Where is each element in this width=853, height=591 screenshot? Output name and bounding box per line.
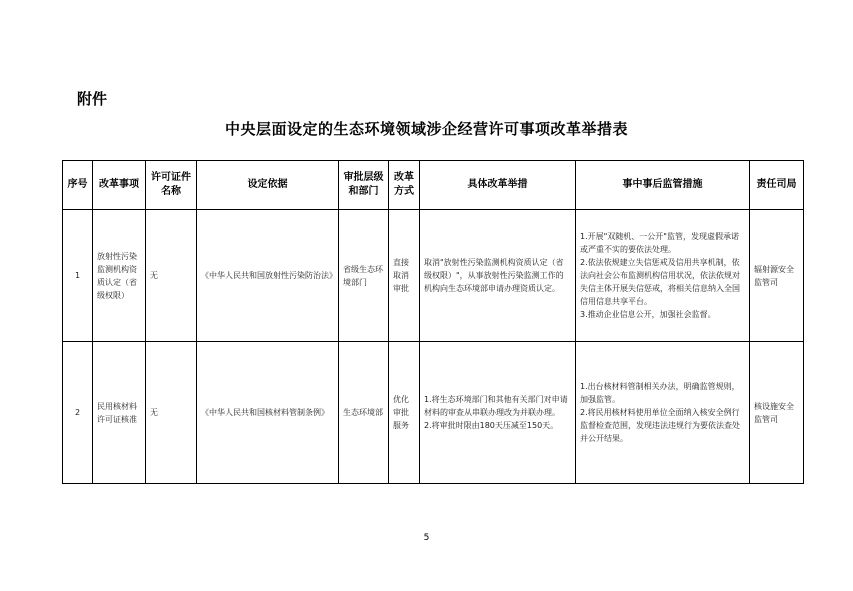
header-supervision: 事中事后监管措施 [576, 161, 750, 210]
row-item: 放射性污染监测机构资质认定（省级权限） [93, 210, 146, 342]
row-authority: 省级生态环境部门 [339, 210, 389, 342]
header-basis: 设定依据 [197, 161, 339, 210]
table-row [63, 342, 804, 484]
attachment-label: 附件 [77, 90, 108, 108]
measure-point: 1.将生态环境部门和其他有关部门对申请材料的审查从串联办理改为并联办理。 [424, 395, 568, 417]
row-authority: 生态环境部 [339, 342, 389, 484]
table-header-row [63, 161, 804, 210]
supervision-point: 3.推动企业信息公开，加强社会监督。 [580, 310, 716, 319]
row-basis: 《中华人民共和国放射性污染防治法》 [197, 210, 339, 342]
row-dept: 核设施安全监管司 [750, 342, 804, 484]
row-license: 无 [146, 342, 197, 484]
row-basis: 《中华人民共和国核材料管制条例》 [197, 342, 339, 484]
supervision-point: 2.依法依规建立失信惩戒及信用共享机制，依法向社会公布监测机构信用状况，依法依规对失信主体开展失信惩戒，将相关信息纳入全国信用信息共享平台。 [580, 258, 740, 306]
supervision-point: 1.开展"双随机、一公开"监管，发现虚假承诺或严重不实的要依法处理。 [580, 232, 739, 254]
supervision-point: 1.出台核材料管制相关办法，明确监管规则，加强监管。 [580, 382, 740, 404]
header-item: 改革事项 [93, 161, 146, 210]
page-number: 5 [423, 533, 430, 543]
header-authority: 审批层级和部门 [339, 161, 389, 210]
measure-point: 2.将审批时限由180天压减至150天。 [424, 421, 559, 430]
header-seq: 序号 [63, 161, 93, 210]
row-measures [420, 342, 576, 484]
reform-measures-table [62, 160, 804, 484]
header-dept: 责任司局 [750, 161, 804, 210]
row-seq: 2 [63, 342, 93, 484]
row-supervision [576, 342, 750, 484]
supervision-point: 2.将民用核材料使用单位全面纳入核安全例行监督检查范围，发现违法违规行为要依法查处并公开结果。 [580, 408, 740, 443]
row-measures: 取消"放射性污染监测机构资质认定（省级权限）"，从事放射性污染监测工作的机构向生态环境部申请办理资质认定。 [420, 210, 576, 342]
header-license: 许可证件名称 [146, 161, 197, 210]
row-method: 直接取消审批 [389, 210, 420, 342]
row-dept: 辐射源安全监管司 [750, 210, 804, 342]
table-row [63, 210, 804, 342]
row-license: 无 [146, 210, 197, 342]
header-method: 改革方式 [389, 161, 420, 210]
row-method: 优化审批服务 [389, 342, 420, 484]
row-supervision [576, 210, 750, 342]
row-seq: 1 [63, 210, 93, 342]
header-measures: 具体改革举措 [420, 161, 576, 210]
row-item: 民用核材料许可证核准 [93, 342, 146, 484]
document-title: 中央层面设定的生态环境领域涉企经营许可事项改革举措表 [224, 120, 628, 138]
